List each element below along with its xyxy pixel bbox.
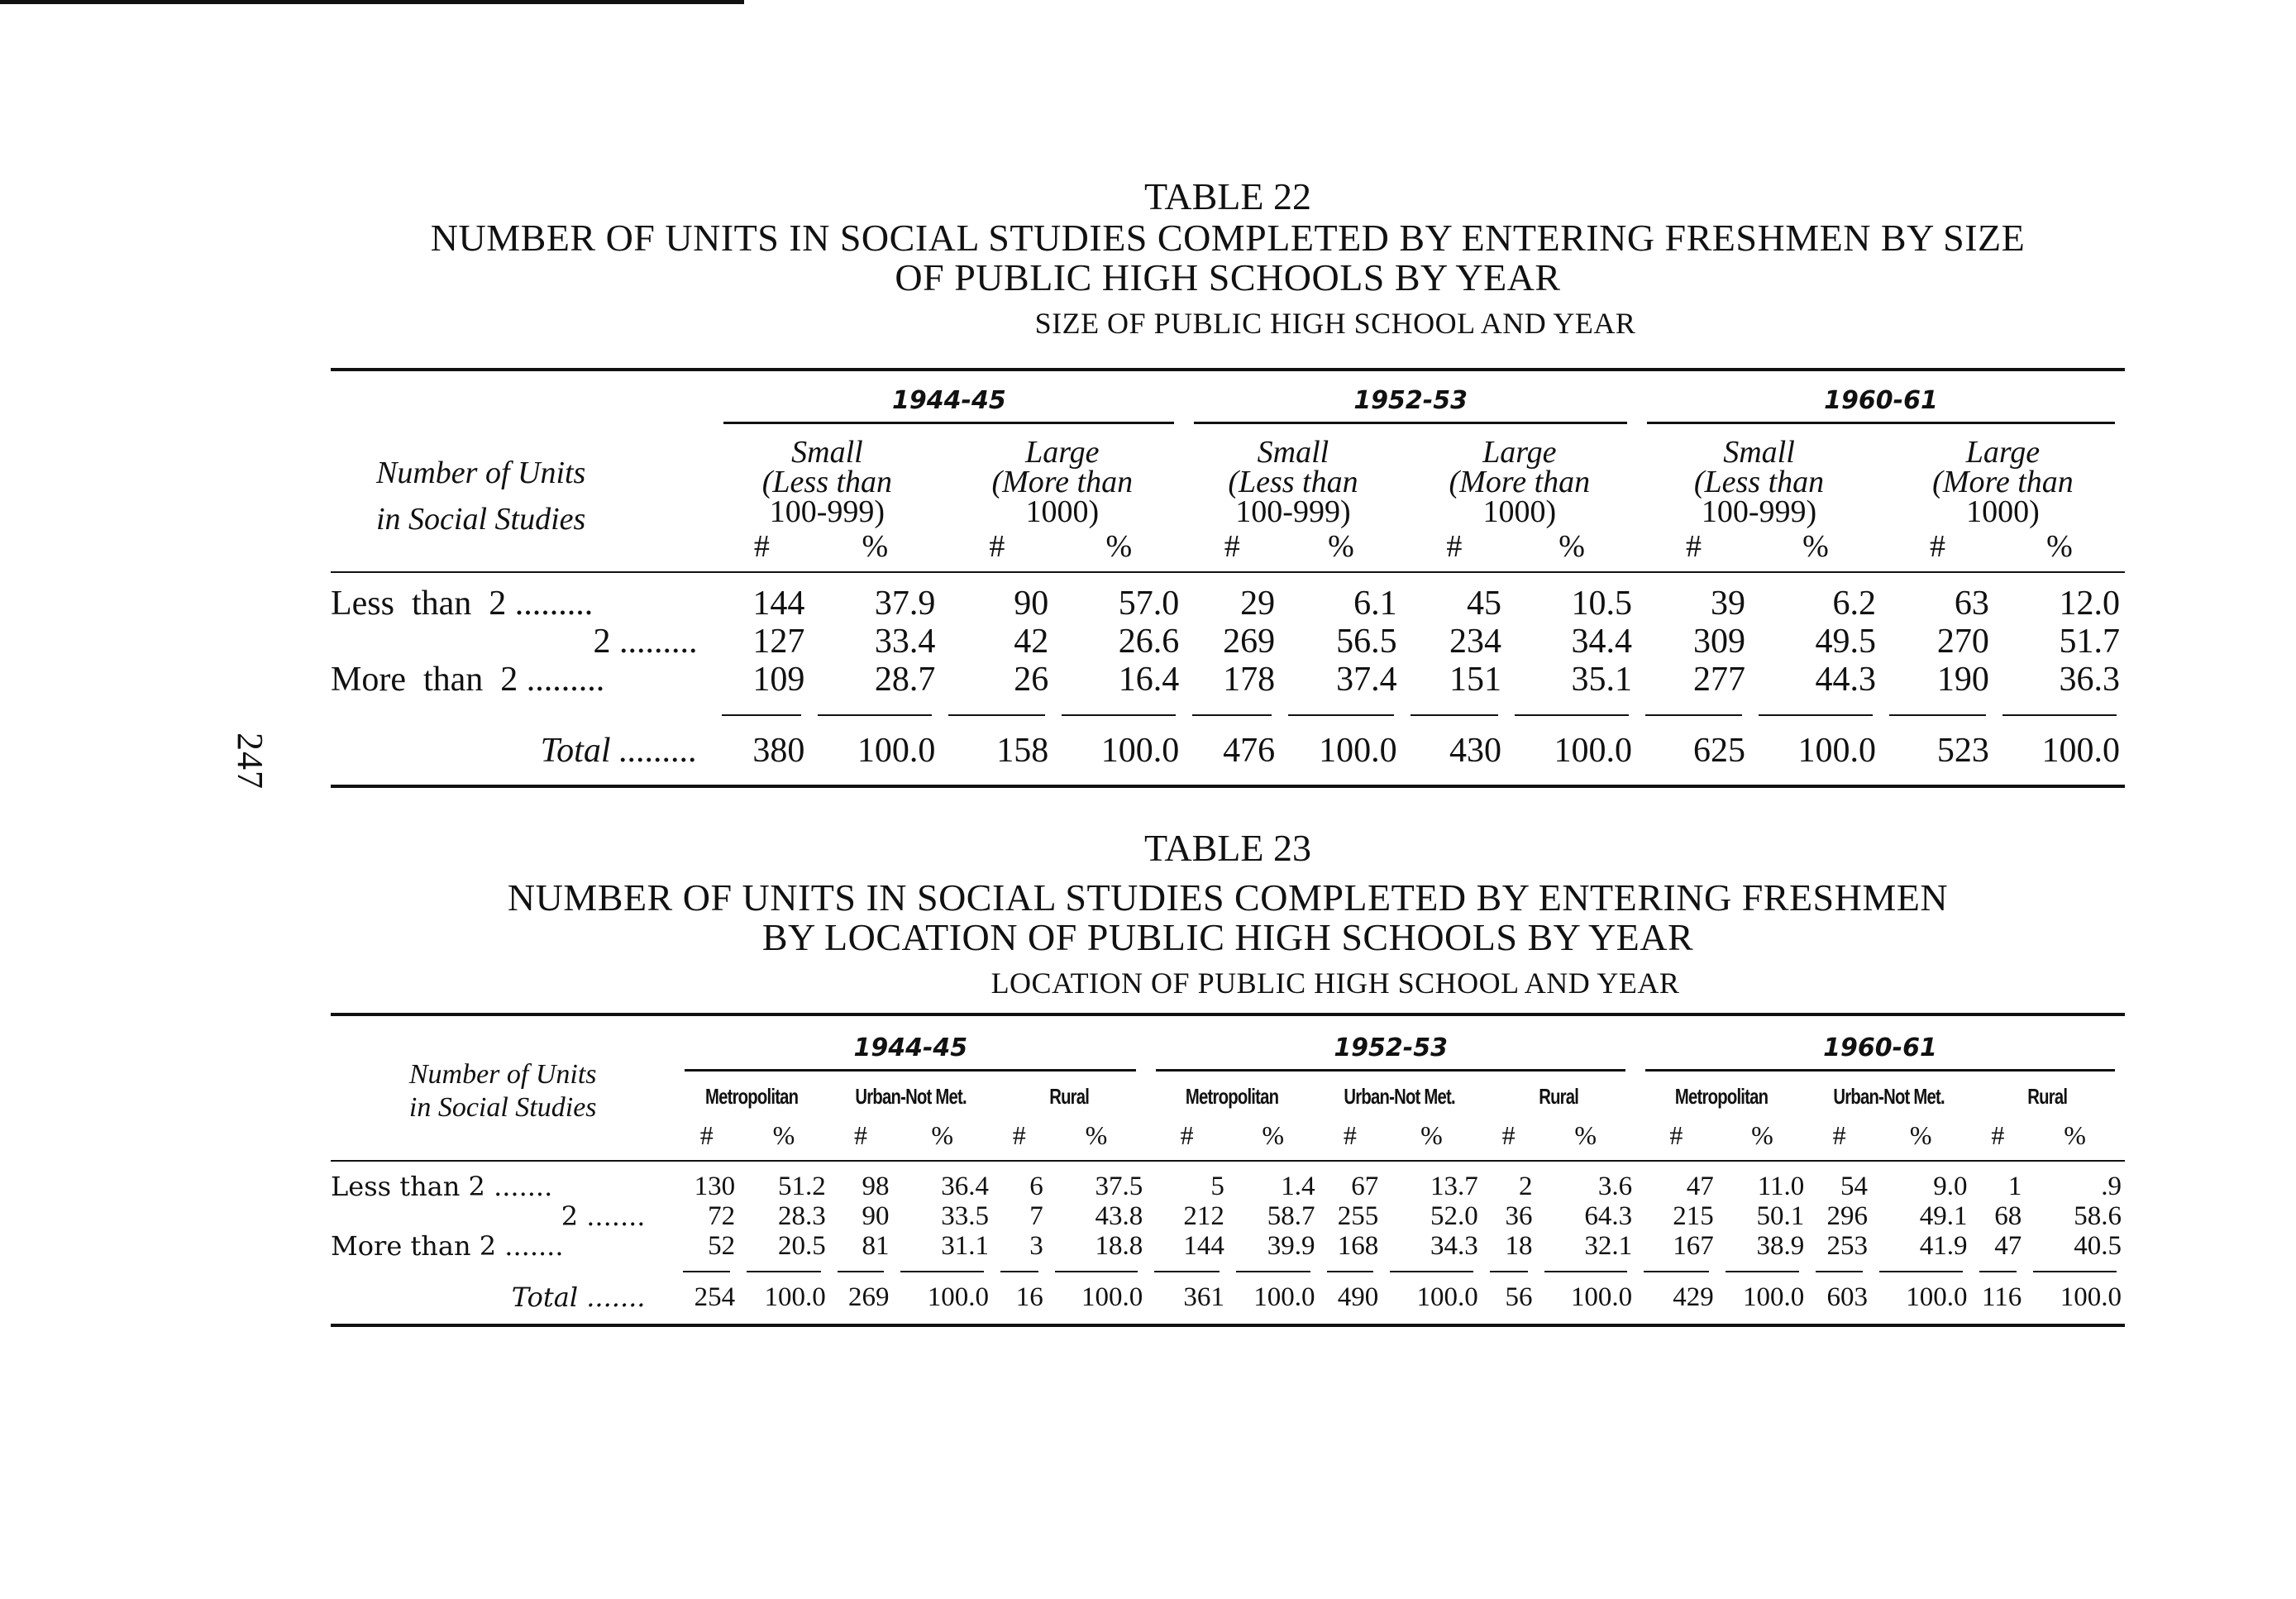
table-cell: 90 xyxy=(862,1201,890,1231)
table-cell: 58.6 xyxy=(2074,1201,2122,1231)
underline-cell xyxy=(1635,1261,1717,1282)
table-cell: 430 xyxy=(1449,732,1502,770)
table-cell: 100.0 xyxy=(857,732,936,770)
group-header-label: Metropolitan xyxy=(1674,1083,1769,1109)
table-22-subtitle: SIZE OF PUBLIC HIGH SCHOOL AND YEAR xyxy=(1034,307,1636,340)
group-header-label: Urban-Not Met. xyxy=(1833,1083,1945,1109)
table-22-col-large-1960: Large (More than 1000) xyxy=(1932,435,2074,529)
table-cell: 36.3 xyxy=(2059,661,2120,699)
underline xyxy=(1411,714,1498,716)
row-label: More than 2 ....... xyxy=(331,1230,564,1262)
underline xyxy=(1759,714,1873,716)
table-cell: 26.6 xyxy=(1118,623,1180,661)
row-label: Total ......... xyxy=(540,732,698,770)
table-cell: 51.2 xyxy=(778,1172,826,1201)
table-row xyxy=(331,623,2125,661)
table-cell: 18.8 xyxy=(1095,1231,1143,1261)
table-cell: 64.3 xyxy=(1584,1201,1633,1231)
table-cell: 11.0 xyxy=(1757,1172,1805,1201)
table-cell: 56 xyxy=(1505,1282,1533,1312)
table-cell: 13.7 xyxy=(1430,1172,1478,1201)
group-header-rural xyxy=(992,1076,1146,1117)
underline-cell xyxy=(1184,699,1280,732)
table-cell: 67 xyxy=(1351,1172,1379,1201)
underline-cell xyxy=(1871,1261,1971,1282)
underline-cell xyxy=(1047,1261,1147,1282)
table-cell: .9 xyxy=(2101,1172,2122,1201)
table-cell: 130 xyxy=(694,1172,736,1201)
group-header-metropolitan xyxy=(675,1076,828,1117)
table-cell: 6.2 xyxy=(1832,585,1876,623)
table-23-title-line1: NUMBER OF UNITS IN SOCIAL STUDIES COMPLETED BY ENTERING FRESHMEN xyxy=(507,876,1949,919)
table-22 xyxy=(331,368,2125,788)
table-cell: 43.8 xyxy=(1095,1201,1143,1231)
table-cell: 16.4 xyxy=(1118,661,1180,699)
table-cell: 26 xyxy=(1014,661,1049,699)
table-cell: 100.0 xyxy=(1797,732,1876,770)
underline xyxy=(683,1271,730,1272)
underline-cell xyxy=(1637,699,1750,732)
spacer xyxy=(331,1261,675,1282)
table-cell: 100.0 xyxy=(1081,1282,1143,1312)
table-row-total xyxy=(331,732,2125,770)
table-cell: 81 xyxy=(862,1231,890,1261)
table-22-year-1944: 1944-45 xyxy=(714,384,1184,426)
underline xyxy=(948,714,1045,716)
table-cell: 58.7 xyxy=(1267,1201,1315,1231)
group-header-label: Rural xyxy=(1538,1083,1578,1109)
table-22-col-small-1944: Small (Less than 100-999) xyxy=(761,435,893,529)
table-cell: 37.9 xyxy=(874,585,936,623)
table-22-number: TABLE 22 xyxy=(1143,175,1311,217)
table-23 xyxy=(331,1013,2125,1327)
percent-symbol: % xyxy=(1262,1119,1284,1150)
table-cell: 50.1 xyxy=(1756,1201,1805,1231)
total-underline-row xyxy=(331,1261,2125,1282)
table-cell: 144 xyxy=(752,585,805,623)
table-22-bottom-rule xyxy=(331,785,2125,788)
table-cell: 100.0 xyxy=(2041,732,2120,770)
table-22-year-1960: 1960-61 xyxy=(1637,384,2125,426)
table-23-number: TABLE 23 xyxy=(1143,827,1311,869)
row-label: 2 ......... xyxy=(593,623,698,661)
number-symbol: # xyxy=(1343,1119,1357,1150)
number-symbol: # xyxy=(1501,1119,1516,1150)
page-number: 247 xyxy=(230,733,270,790)
group-header-urban-not-met xyxy=(1807,1076,1970,1117)
table-cell: 100.0 xyxy=(1319,732,1397,770)
table-22-col-large-1952: Large (More than 1000) xyxy=(1449,435,1591,529)
number-symbol: # xyxy=(1991,1119,2005,1150)
underline xyxy=(838,1271,885,1272)
percent-symbol: % xyxy=(1574,1119,1597,1150)
table-cell: 52.0 xyxy=(1430,1201,1478,1231)
table-cell: 28.3 xyxy=(778,1201,826,1231)
table-row xyxy=(331,1201,2125,1231)
table-23-header-rule xyxy=(331,1160,2125,1162)
row-label: Total ....... xyxy=(511,1282,646,1313)
table-cell: 255 xyxy=(1337,1201,1379,1231)
table-23-year-1944: 1944-45 xyxy=(675,1029,1146,1076)
table-cell: 254 xyxy=(694,1282,736,1312)
table-cell: 151 xyxy=(1449,661,1502,699)
table-cell: 28.7 xyxy=(874,661,936,699)
row-label: Less than 2 ....... xyxy=(331,1171,553,1202)
table-cell: 47 xyxy=(1686,1172,1714,1201)
group-header-label: Urban-Not Met. xyxy=(855,1083,967,1109)
table-cell: 100.0 xyxy=(1416,1282,1478,1312)
table-22-title-line2: OF PUBLIC HIGH SCHOOLS BY YEAR xyxy=(895,256,1561,298)
underline xyxy=(1644,1271,1709,1272)
table-cell: 1.4 xyxy=(1281,1172,1315,1201)
table-cell: 3 xyxy=(1029,1231,1043,1261)
percent-symbol: % xyxy=(1751,1119,1773,1150)
table-cell: 523 xyxy=(1936,732,1989,770)
table-cell: 100.0 xyxy=(1906,1282,1968,1312)
underline xyxy=(1816,1271,1863,1272)
table-22-body xyxy=(331,585,2125,770)
table-23-heading xyxy=(331,827,2125,1000)
table-cell: 98 xyxy=(862,1172,890,1201)
table-cell: 44.3 xyxy=(1815,661,1876,699)
underline-cell xyxy=(1402,699,1506,732)
table-cell: 12.0 xyxy=(2059,585,2120,623)
percent-symbol: % xyxy=(1909,1119,1932,1150)
table-cell: 100.0 xyxy=(927,1282,989,1312)
underline-cell xyxy=(829,1261,893,1282)
table-cell: 7 xyxy=(1029,1201,1043,1231)
underline xyxy=(1515,714,1629,716)
table-cell: 56.5 xyxy=(1336,623,1397,661)
table-cell: 100.0 xyxy=(1743,1282,1805,1312)
number-symbol: # xyxy=(854,1119,868,1150)
table-cell: 49.5 xyxy=(1815,623,1876,661)
table-cell: 34.4 xyxy=(1571,623,1633,661)
table-cell: 625 xyxy=(1692,732,1745,770)
underline-cell xyxy=(1146,1261,1228,1282)
table-cell: 100.0 xyxy=(1253,1282,1315,1312)
total-underline-row xyxy=(331,699,2125,732)
underline-cell xyxy=(1280,699,1401,732)
table-23-title-line2: BY LOCATION OF PUBLIC HIGH SCHOOLS BY YEAR xyxy=(761,916,1694,958)
row-label: More than 2 ......... xyxy=(331,661,605,699)
group-header-metropolitan xyxy=(1146,1076,1318,1117)
table-cell: 190 xyxy=(1936,661,1989,699)
underline xyxy=(1979,1271,2017,1272)
underline xyxy=(1726,1271,1800,1272)
table-cell: 10.5 xyxy=(1571,585,1633,623)
table-cell: 37.4 xyxy=(1336,661,1397,699)
underline-cell xyxy=(675,1261,738,1282)
table-cell: 36 xyxy=(1505,1201,1533,1231)
underline xyxy=(1192,714,1272,716)
table-cell: 127 xyxy=(752,623,805,661)
table-cell: 47 xyxy=(1994,1231,2022,1261)
underline xyxy=(1327,1271,1374,1272)
underline-cell xyxy=(1319,1261,1382,1282)
group-header-label: Urban-Not Met. xyxy=(1344,1083,1456,1109)
underline xyxy=(1236,1271,1310,1272)
table-cell: 36.4 xyxy=(941,1172,989,1201)
underline-cell xyxy=(1482,1261,1536,1282)
table-cell: 2 xyxy=(1519,1172,1533,1201)
underline xyxy=(1645,714,1742,716)
underline xyxy=(2033,1271,2117,1272)
percent-symbol: % xyxy=(772,1119,795,1150)
table-cell: 109 xyxy=(752,661,805,699)
table-22-col-large-1944: Large (More than 1000) xyxy=(991,435,1134,529)
table-cell: 42 xyxy=(1014,623,1049,661)
table-cell: 45 xyxy=(1467,585,1502,623)
table-23-year-1952: 1952-53 xyxy=(1146,1029,1635,1076)
table-cell: 476 xyxy=(1223,732,1276,770)
percent-symbol: % xyxy=(2064,1119,2086,1150)
table-row xyxy=(331,1231,2125,1261)
table-22-grid xyxy=(331,384,2125,566)
underline xyxy=(722,714,801,716)
table-cell: 603 xyxy=(1826,1282,1868,1312)
underline xyxy=(1544,1271,1628,1272)
table-cell: 90 xyxy=(1014,585,1049,623)
underline-cell xyxy=(809,699,940,732)
underline-cell xyxy=(992,1261,1047,1282)
underline-cell xyxy=(1750,699,1881,732)
table-cell: 33.5 xyxy=(941,1201,989,1231)
table-22-header-rule xyxy=(331,571,2125,573)
table-cell: 158 xyxy=(996,732,1049,770)
table-row xyxy=(331,585,2125,623)
table-cell: 16 xyxy=(1015,1282,1043,1312)
table-cell: 429 xyxy=(1673,1282,1714,1312)
table-cell: 270 xyxy=(1936,623,1989,661)
table-cell: 100.0 xyxy=(1554,732,1633,770)
table-row-total xyxy=(331,1282,2125,1312)
table-cell: 100.0 xyxy=(764,1282,826,1312)
underline-cell xyxy=(1881,699,1994,732)
number-symbol: # xyxy=(1832,1119,1846,1150)
underline xyxy=(1390,1271,1473,1272)
table-23-stub-header: Number of Units in Social Studies xyxy=(408,1059,597,1123)
table-cell: 5 xyxy=(1210,1172,1224,1201)
underline-cell xyxy=(738,1261,829,1282)
group-header-rural xyxy=(1482,1076,1635,1117)
table-23-top-rule xyxy=(331,1013,2125,1016)
table-cell: 38.9 xyxy=(1756,1231,1805,1261)
underline-cell xyxy=(1382,1261,1482,1282)
table-cell: 41.9 xyxy=(1919,1231,1968,1261)
table-cell: 51.7 xyxy=(2059,623,2120,661)
table-cell: 269 xyxy=(847,1282,890,1312)
table-row xyxy=(331,661,2125,699)
group-header-urban-not-met xyxy=(1318,1076,1481,1117)
number-symbol: # xyxy=(1180,1119,1194,1150)
table-cell: 32.1 xyxy=(1584,1231,1633,1261)
table-cell: 29 xyxy=(1240,585,1276,623)
underline xyxy=(818,714,932,716)
percent-symbol: % xyxy=(1420,1119,1443,1150)
table-cell: 63 xyxy=(1954,585,1989,623)
underline-cell xyxy=(1717,1261,1808,1282)
table-22-top-rule xyxy=(331,368,2125,371)
table-cell: 49.1 xyxy=(1919,1201,1968,1231)
table-cell: 116 xyxy=(1982,1282,2022,1312)
underline-cell xyxy=(1536,1261,1636,1282)
underline xyxy=(2002,714,2117,716)
table-cell: 37.5 xyxy=(1095,1172,1143,1201)
table-22-col-small-1952: Small (Less than 100-999) xyxy=(1228,435,1358,529)
underline-cell xyxy=(1971,1261,2026,1282)
table-cell: 100.0 xyxy=(1100,732,1180,770)
table-cell: 39 xyxy=(1710,585,1745,623)
table-cell: 34.3 xyxy=(1430,1231,1478,1261)
underline xyxy=(1154,1271,1220,1272)
table-cell: 361 xyxy=(1183,1282,1224,1312)
group-header-rural xyxy=(1970,1076,2125,1117)
underline xyxy=(900,1271,984,1272)
table-cell: 212 xyxy=(1183,1201,1224,1231)
underline-cell xyxy=(1053,699,1184,732)
table-cell: 1 xyxy=(2007,1172,2022,1201)
number-symbol: # xyxy=(1012,1119,1026,1150)
table-cell: 9.0 xyxy=(1933,1172,1968,1201)
underline-cell xyxy=(1807,1261,1871,1282)
table-23-subtitle: LOCATION OF PUBLIC HIGH SCHOOL AND YEAR xyxy=(990,967,1680,1000)
row-label: Less than 2 ......... xyxy=(331,585,594,623)
table-cell: 144 xyxy=(1183,1231,1224,1261)
underline xyxy=(747,1271,821,1272)
table-cell: 490 xyxy=(1337,1282,1379,1312)
underline-cell xyxy=(940,699,1053,732)
table-cell: 18 xyxy=(1505,1231,1533,1261)
table-23-body xyxy=(331,1172,2125,1312)
table-row xyxy=(331,1172,2125,1201)
table-cell: 215 xyxy=(1673,1201,1714,1231)
table-cell: 35.1 xyxy=(1571,661,1633,699)
table-cell: 54 xyxy=(1840,1172,1868,1201)
table-cell: 234 xyxy=(1449,623,1502,661)
table-cell: 6.1 xyxy=(1353,585,1397,623)
table-22-heading xyxy=(331,175,2125,341)
underline xyxy=(1889,714,1986,716)
table-cell: 72 xyxy=(708,1201,736,1231)
table-22-year-1952: 1952-53 xyxy=(1184,384,1637,426)
table-cell: 178 xyxy=(1223,661,1276,699)
table-cell: 40.5 xyxy=(2074,1231,2122,1261)
percent-symbol: % xyxy=(1085,1119,1108,1150)
group-header-metropolitan xyxy=(1635,1076,1807,1117)
spacer xyxy=(331,699,714,732)
underline-cell xyxy=(1228,1261,1319,1282)
table-cell: 39.9 xyxy=(1267,1231,1315,1261)
table-23-grid xyxy=(331,1029,2125,1153)
underline xyxy=(1490,1271,1528,1272)
number-symbol: # xyxy=(699,1119,714,1150)
table-22-stub-header: Number of Units in Social Studies xyxy=(376,456,586,537)
table-22-stub-blank xyxy=(331,384,714,426)
table-23-year-1960: 1960-61 xyxy=(1635,1029,2125,1076)
table-cell: 253 xyxy=(1826,1231,1868,1261)
table-cell: 52 xyxy=(708,1231,736,1261)
table-cell: 33.4 xyxy=(874,623,936,661)
table-cell: 168 xyxy=(1337,1231,1379,1261)
table-cell: 31.1 xyxy=(941,1231,989,1261)
table-cell: 68 xyxy=(1994,1201,2022,1231)
group-header-label: Rural xyxy=(2027,1083,2068,1109)
top-edge-rule xyxy=(0,0,744,4)
table-cell: 20.5 xyxy=(778,1231,826,1261)
underline-cell xyxy=(714,699,809,732)
table-22-symbol-row: # % # % # % # % # % # % xyxy=(753,529,2073,564)
table-cell: 100.0 xyxy=(1570,1282,1633,1312)
table-cell: 296 xyxy=(1826,1201,1868,1231)
group-header-label: Metropolitan xyxy=(705,1083,799,1109)
table-cell: 100.0 xyxy=(2060,1282,2122,1312)
table-cell: 6 xyxy=(1029,1172,1043,1201)
group-header-label: Metropolitan xyxy=(1186,1083,1279,1109)
number-symbol: # xyxy=(1669,1119,1683,1150)
underline xyxy=(1879,1271,1963,1272)
underline xyxy=(1055,1271,1138,1272)
underline xyxy=(1062,714,1176,716)
underline-cell xyxy=(1994,699,2125,732)
underline xyxy=(1000,1271,1038,1272)
table-cell: 167 xyxy=(1673,1231,1714,1261)
table-cell: 3.6 xyxy=(1597,1172,1633,1201)
table-cell: 309 xyxy=(1692,623,1745,661)
row-label: 2 ....... xyxy=(561,1200,646,1232)
group-header-label: Rural xyxy=(1049,1083,1090,1109)
underline-cell xyxy=(1506,699,1637,732)
underline xyxy=(1288,714,1393,716)
table-cell: 277 xyxy=(1692,661,1745,699)
table-cell: 57.0 xyxy=(1118,585,1180,623)
table-cell: 380 xyxy=(752,732,805,770)
table-22-title-line1: NUMBER OF UNITS IN SOCIAL STUDIES COMPLETED BY ENTERING FRESHMEN BY SIZE xyxy=(430,217,2026,259)
underline-cell xyxy=(892,1261,992,1282)
table-22-col-small-1960: Small (Less than 100-999) xyxy=(1693,435,1825,529)
table-23-bottom-rule xyxy=(331,1324,2125,1327)
group-header-urban-not-met xyxy=(829,1076,992,1117)
percent-symbol: % xyxy=(931,1119,953,1150)
table-cell: 269 xyxy=(1223,623,1276,661)
underline-cell xyxy=(2025,1261,2125,1282)
